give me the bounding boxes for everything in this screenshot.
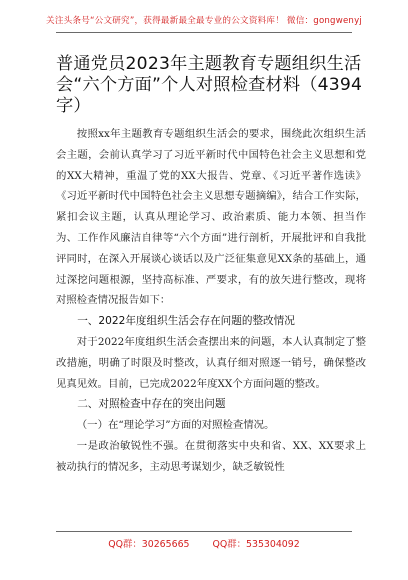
footer-contacts [0,536,408,550]
section-heading-1: 一、2022年度组织生活会存在问题的整改情况 [77,315,295,328]
document-body [56,124,366,478]
paragraph-intro: 按照xx年主题教育专题组织生活会的要求，围绕此次组织生活会主题，会前认真学习了习近平新时代中国特色社会主义思想和党的XX大精神，重温了党的XX大报告、党章、《习近平著作选读》《习近平新时代中国特色社会主义思想专题摘编》，结合工作实际，紧扣会议主题，认真从理论学习、政治素质、能力本领、担当作为、工作作风廉洁自律等“六个方面”进行剖析，开展批评和自我批评同时，在深入开展谈心谈话以及广泛征集意见XX条的基础上，通过深挖问题根源，坚持高标准、严要求，有的放矢进行整改，现将对照检查情况报告如下： [56,128,366,307]
footer-qq-group-2: QQ群：535304092 [212,539,300,550]
paragraph-rectification: 对于2022年度组织生活会查摆出来的问题，本人认真制定了整改措施，明确了时限及时整改，认真仔细对照逐一销号，确保整改见真见效。目前，已完成2022年度XX个方面问题的整改。 [56,335,366,390]
footer-divider [56,531,352,532]
header-divider [56,32,352,33]
section-heading-2: 二、对照检查中存在的突出问题 [77,398,226,411]
paragraph-political: 一是政治敏锐性不强。在贯彻落实中央和省、XX、XX要求上被动执行的情况多，主动思考谋划少，缺乏敏锐性 [56,439,366,473]
header-banner: 关注头条号“公文研究”，获得最新最全最专业的公文资料库！ 微信：gongwenyj [46,16,362,26]
document-title: 普通党员2023年主题教育专题组织生活会“六个方面”个人对照检查材料（4394字） [56,54,363,116]
footer-qq-group-1: QQ群：30265665 [108,539,190,550]
subsection-heading-1: （一）在“理论学习”方面的对照检查情况。 [76,419,275,432]
